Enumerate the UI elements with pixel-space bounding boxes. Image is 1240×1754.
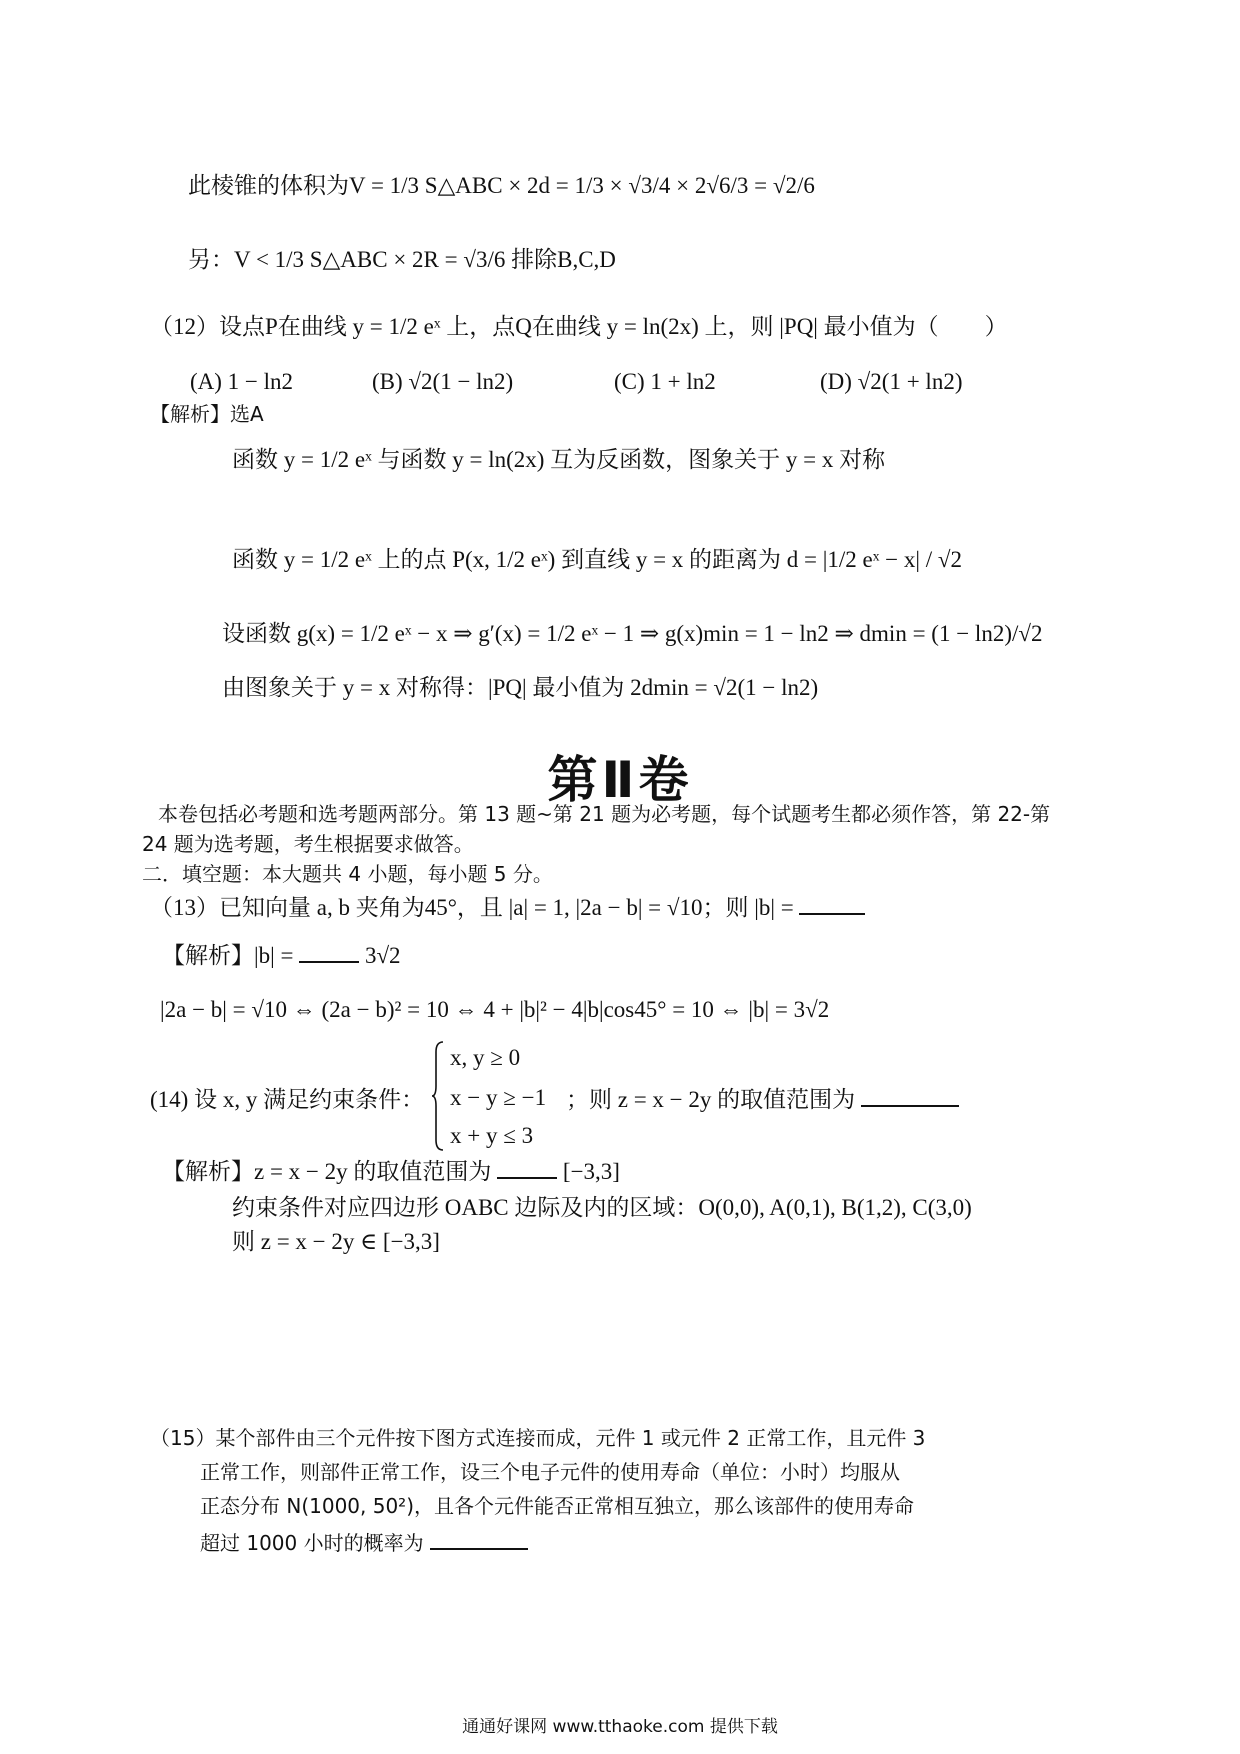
question-15-line-2: 正常工作，则部件正常工作，设三个电子元件的使用寿命（单位：小时）均服从	[200, 1460, 900, 1484]
question-12-option-d: (D) √2(1 + ln2)	[820, 369, 963, 394]
question-12-option-a: (A) 1 − ln2	[190, 369, 294, 394]
constraint-2: x − y ≥ −1	[450, 1085, 547, 1110]
question-13-answer	[162, 942, 401, 970]
part-2-title: 第Ⅱ卷	[547, 751, 693, 809]
question-15-answer-blank	[430, 1530, 528, 1550]
page-footer: 通通好课网 www.tthaoke.com 提供下载	[462, 1717, 778, 1737]
fill-in-section-heading: 二．填空题：本大题共 4 小题，每小题 5 分。	[142, 862, 553, 886]
question-12-option-b: (B) √2(1 − ln2)	[372, 369, 514, 394]
question-12-solution-line-1: 函数 y = 1/2 eˣ 与函数 y = ln(2x) 互为反函数，图象关于 y = x 对称	[232, 447, 886, 472]
question-12-stem: （12）设点P在曲线 y = 1/2 eˣ 上，点Q在曲线 y = ln(2x) 上，则 |PQ| 最小值为（ ）	[150, 314, 1008, 339]
question-13-stem	[150, 894, 865, 922]
question-14-answer	[162, 1158, 620, 1186]
question-13-answer-label: 【解析】|b| =	[162, 943, 294, 968]
question-13-answer-underline	[299, 943, 359, 963]
question-13-answer-value: 3√2	[364, 943, 401, 968]
volume-bound-line: 另：V < 1/3 S△ABC × 2R = √3/6 排除B,C,D	[188, 247, 616, 272]
question-12-solution-line-3: 设函数 g(x) = 1/2 eˣ − x ⇒ g′(x) = 1/2 eˣ − 1 ⇒ g(x)min = 1 − ln2 ⇒ dmin = (1 − ln2)/√2	[222, 621, 1043, 646]
question-14-solution-line-2: 则 z = x − 2y ∈ [−3,3]	[232, 1229, 440, 1254]
question-14-solution-line-1: 约束条件对应四边形 OABC 边际及内的区域：O(0,0), A(0,1), B(1,2), C(3,0)	[232, 1195, 972, 1220]
part-2-intro-line-2: 24 题为选考题，考生根据要求做答。	[142, 832, 474, 856]
question-12-option-c: (C) 1 + ln2	[614, 369, 716, 394]
question-14-suffix-text: ；则 z = x − 2y 的取值范围为	[566, 1087, 856, 1112]
question-14-answer-underline	[497, 1159, 557, 1179]
question-12-solution-line-2: 函数 y = 1/2 eˣ 上的点 P(x, 1/2 eˣ) 到直线 y = x 的距离为 d = |1/2 eˣ − x| / √2	[232, 547, 962, 572]
question-14-suffix	[566, 1086, 959, 1114]
constraint-3: x + y ≤ 3	[450, 1123, 534, 1148]
question-14-answer-label: 【解析】z = x − 2y 的取值范围为	[162, 1159, 492, 1184]
volume-formula-line: 此棱锥的体积为V = 1/3 S△ABC × 2d = 1/3 × √3/4 × 2√6/3 = √2/6	[188, 173, 815, 198]
question-15-line-4	[200, 1530, 528, 1555]
question-14-answer-value: [−3,3]	[562, 1159, 620, 1184]
question-12-solution-line-4: 由图象关于 y = x 对称得：|PQ| 最小值为 2dmin = √2(1 − ln2)	[222, 675, 819, 700]
constraint-brace	[432, 1040, 444, 1152]
question-15-line-1: （15）某个部件由三个元件按下图方式连接而成，元件 1 或元件 2 正常工作，且元件 3	[150, 1426, 926, 1450]
question-12-answer: 【解析】选A	[150, 402, 264, 426]
question-14-prefix: (14) 设 x, y 满足约束条件：	[150, 1087, 425, 1112]
part-2-intro-line-1: 本卷包括必考题和选考题两部分。第 13 题~第 21 题为必考题，每个试题考生都必须作答，第 22-第	[158, 802, 1051, 826]
question-15-line-3: 正态分布 N(1000, 50²)，且各个元件能否正常相互独立，那么该部件的使用寿命	[200, 1494, 915, 1518]
question-13-answer-blank	[799, 895, 865, 915]
question-14-answer-blank	[861, 1087, 959, 1107]
question-15-line-4-text: 超过 1000 小时的概率为	[200, 1531, 424, 1555]
question-13-stem-text: （13）已知向量 a, b 夹角为45°，且 |a| = 1, |2a − b| = √10；则 |b| =	[150, 895, 794, 920]
constraint-1: x, y ≥ 0	[450, 1045, 521, 1070]
question-13-solution: |2a − b| = √10 ⇔ (2a − b)² = 10 ⇔ 4 + |b|² − 4|b|cos45° = 10 ⇔ |b| = 3√2	[160, 997, 830, 1022]
